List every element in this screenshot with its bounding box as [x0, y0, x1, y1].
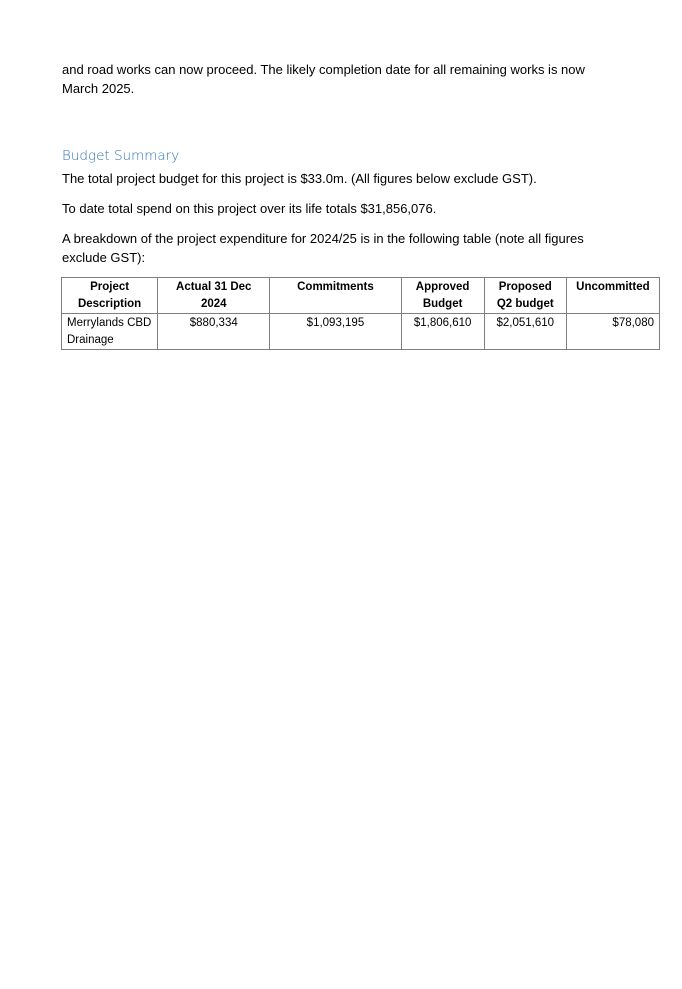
header-project-description: Project Description: [62, 278, 158, 314]
header-uncommitted: Uncommitted: [566, 278, 659, 314]
header-proposed-q2: Proposed Q2 budget: [484, 278, 566, 314]
header-approved-budget: Approved Budget: [401, 278, 484, 314]
cell-actual: $880,334: [158, 314, 270, 350]
table-header-row: [62, 278, 660, 314]
cell-uncommitted: $78,080: [566, 314, 659, 350]
document-page: [62, 60, 654, 350]
intro-paragraph: and road works can now proceed. The likely completion date for all remaining works is now March 2025.: [62, 62, 585, 96]
total-spend-paragraph: To date total spend on this project over its life totals $31,856,076.: [62, 201, 437, 216]
header-actual: Actual 31 Dec 2024: [158, 278, 270, 314]
section-heading: Budget Summary: [62, 148, 180, 164]
table-row: [62, 314, 660, 350]
cell-proposed-q2: $2,051,610: [484, 314, 566, 350]
cell-project-description: Merrylands CBD Drainage: [62, 314, 158, 350]
total-budget-paragraph: The total project budget for this project is $33.0m. (All figures below exclude GST).: [62, 171, 537, 186]
breakdown-intro-paragraph: A breakdown of the project expenditure for 2024/25 is in the following table (note all figures exclude GST):: [62, 231, 584, 265]
budget-table: [61, 277, 660, 350]
header-commitments: Commitments: [270, 278, 401, 314]
cell-commitments: $1,093,195: [270, 314, 401, 350]
cell-approved-budget: $1,806,610: [401, 314, 484, 350]
